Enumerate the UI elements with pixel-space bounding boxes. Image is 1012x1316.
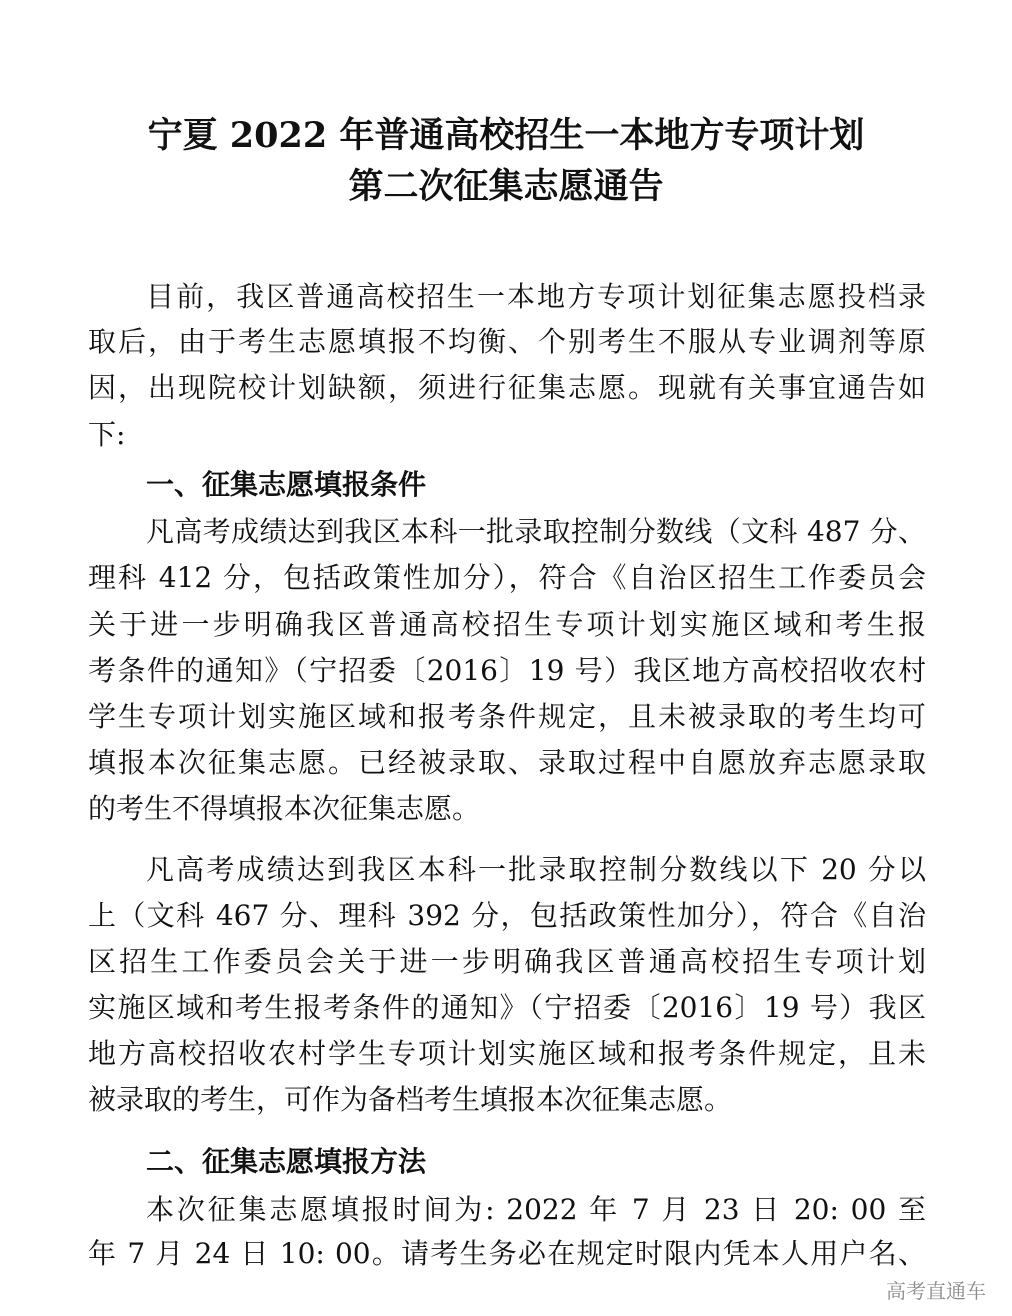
paragraph-line: 区招生工作委员会关于进一步明确我区普通高校招生专项计划 [88, 945, 926, 978]
paragraph-line: 凡高考成绩达到我区本科一批录取控制分数线（文科 487 分、 [146, 515, 926, 548]
paragraph-line: 本次征集志愿填报时间为: 2022 年 7 月 23 日 20: 00 至 [146, 1193, 926, 1226]
paragraph-line: 目前，我区普通高校招生一本地方专项计划征集志愿投档录 [146, 280, 926, 313]
paragraph-line: 关于进一步明确我区普通高校招生专项计划实施区域和考生报 [88, 608, 926, 641]
document-title-line-1: 宁夏 2022 年普通高校招生一本地方专项计划 [147, 115, 865, 156]
paragraph-line: 取后，由于考生志愿填报不均衡、个别考生不服从专业调剂等原 [88, 325, 926, 358]
paragraph-line: 因，出现院校计划缺额，须进行征集志愿。现就有关事宜通告如 [88, 371, 926, 404]
paragraph-line: 上（文科 467 分、理科 392 分，包括政策性加分），符合《自治 [88, 899, 926, 932]
watermark: 高考直通车 [886, 1279, 986, 1303]
paragraph-line: 地方高校招收农村学生专项计划实施区域和报考条件规定，且未 [88, 1037, 926, 1070]
paragraph-line: 填报本次征集志愿。已经被录取、录取过程中自愿放弃志愿录取 [88, 746, 926, 779]
section-heading-2: 二、征集志愿填报方法 [146, 1145, 427, 1178]
paragraph-line: 考条件的通知》（宁招委〔2016〕19 号）我区地方高校招收农村 [88, 654, 926, 687]
paragraph-line: 凡高考成绩达到我区本科一批录取控制分数线以下 20 分以 [146, 853, 926, 886]
section-heading-1: 一、征集志愿填报条件 [146, 468, 427, 501]
document-title-line-2: 第二次征集志愿通告 [348, 166, 664, 207]
paragraph-line: 年 7 月 24 日 10: 00。请考生务必在规定时限内凭本人用户名、 [88, 1237, 926, 1270]
paragraph-line: 实施区域和考生报考条件的通知》（宁招委〔2016〕19 号）我区 [88, 991, 926, 1024]
paragraph-line: 学生专项计划实施区域和报考条件规定，且未被录取的考生均可 [88, 700, 926, 733]
paragraph-line: 被录取的考生，可作为备档考生填报本次征集志愿。 [88, 1083, 733, 1116]
paragraph-line: 下: [88, 418, 126, 451]
paragraph-line: 理科 412 分，包括政策性加分），符合《自治区招生工作委员会 [88, 561, 926, 594]
paragraph-line: 的考生不得填报本次征集志愿。 [88, 792, 481, 825]
